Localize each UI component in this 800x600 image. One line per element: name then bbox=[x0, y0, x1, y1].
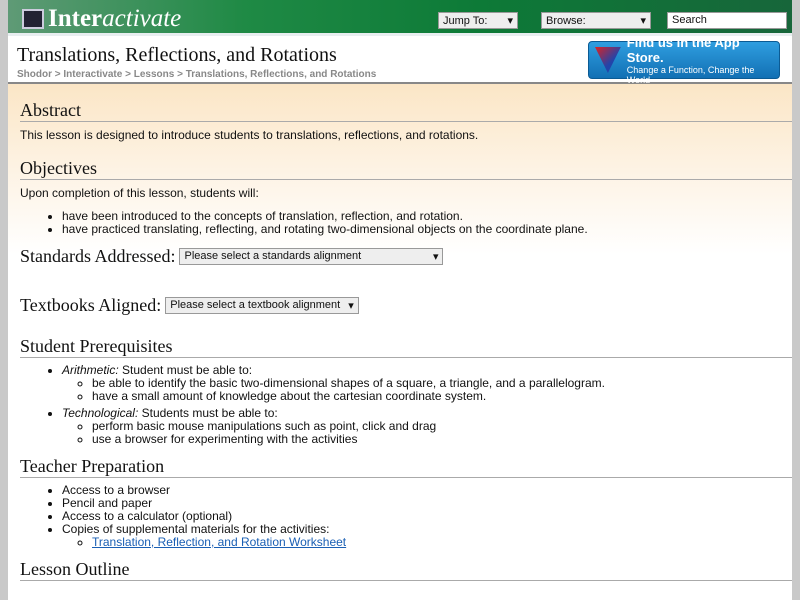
prereqs-heading: Student Prerequisites bbox=[20, 330, 792, 358]
objectives-list bbox=[62, 210, 792, 236]
browse-label: Browse: bbox=[546, 14, 586, 27]
standards-select-value: Please select a standards alignment bbox=[184, 250, 362, 262]
jump-to-label: Jump To: bbox=[443, 14, 488, 27]
list-item: ◦ use a browser for experimenting with the activities bbox=[92, 433, 792, 446]
app-store-line2: Change a Function, Change the World bbox=[626, 65, 755, 85]
breadcrumb-current: Translations, Reflections, and Rotations bbox=[185, 69, 377, 80]
list-item: • Access to a browser bbox=[62, 484, 792, 497]
top-bar bbox=[8, 0, 792, 36]
list-item bbox=[62, 523, 792, 549]
list-item: ◦ perform basic mouse manipulations such as point, click and drag bbox=[92, 420, 792, 433]
list-item: • Access to a calculator (optional) bbox=[62, 510, 792, 523]
abstract-text: This lesson is designed to introduce students to translations, reflections, and rotations. bbox=[20, 128, 479, 142]
list-item: • Pencil and paper bbox=[62, 497, 792, 510]
list-item bbox=[92, 536, 792, 549]
materials-text: Copies of supplemental materials for the activities: bbox=[62, 522, 330, 536]
tech-text: Students must be able to: bbox=[138, 406, 278, 420]
standards-section bbox=[20, 240, 792, 267]
teacher-list bbox=[62, 484, 792, 549]
chevron-down-icon: ▾ bbox=[507, 15, 513, 27]
breadcrumb-lessons[interactable]: Lessons bbox=[133, 69, 175, 80]
textbooks-select-value: Please select a textbook alignment bbox=[170, 299, 341, 311]
objectives-heading: Objectives bbox=[20, 152, 792, 180]
search-input[interactable]: Search bbox=[667, 12, 787, 29]
logo-italic: activate bbox=[102, 5, 182, 32]
logo-bold: Inter bbox=[48, 5, 103, 32]
list-item: • have been introduced to the concepts of translation, reflection, and rotation. bbox=[62, 210, 792, 223]
breadcrumb-interactivate[interactable]: Interactivate bbox=[63, 69, 123, 80]
list-item bbox=[62, 407, 792, 446]
abstract-heading: Abstract bbox=[20, 84, 792, 122]
app-logo-icon bbox=[595, 47, 621, 73]
logo-icon bbox=[22, 9, 44, 29]
chevron-down-icon: ▾ bbox=[348, 300, 354, 312]
standards-select[interactable] bbox=[179, 248, 443, 265]
browse-select[interactable] bbox=[541, 12, 651, 29]
breadcrumb: Shodor > Interactivate > Lessons > Translations, Reflections, and Rotations bbox=[17, 69, 377, 80]
arith-label: Arithmetic: bbox=[62, 363, 119, 377]
chevron-down-icon: ▾ bbox=[432, 251, 439, 263]
breadcrumb-shodor[interactable]: Shodor bbox=[17, 69, 52, 80]
interactivate-logo[interactable] bbox=[22, 5, 181, 33]
app-store-banner[interactable] bbox=[588, 35, 780, 85]
prereqs-list bbox=[62, 364, 792, 446]
textbooks-select[interactable] bbox=[165, 297, 359, 314]
arith-text: Student must be able to: bbox=[118, 363, 253, 377]
title-bar bbox=[8, 36, 792, 84]
jump-to-select[interactable] bbox=[438, 12, 518, 29]
page-title: Translations, Reflections, and Rotations bbox=[17, 44, 337, 66]
objectives-intro: Upon completion of this lesson, students will: bbox=[20, 186, 259, 200]
textbooks-section bbox=[20, 289, 792, 316]
tech-label: Technological: bbox=[62, 406, 139, 420]
app-store-line1: Find us in the App Store. bbox=[626, 35, 740, 65]
list-item bbox=[62, 364, 792, 403]
list-item: ◦ be able to identify the basic two-dimensional shapes of a square, a triangle, and a parallelogram. bbox=[92, 377, 792, 390]
chevron-down-icon: ▾ bbox=[640, 15, 646, 27]
teacher-heading: Teacher Preparation bbox=[20, 450, 792, 478]
standards-heading: Standards Addressed: bbox=[20, 246, 176, 266]
outline-heading: Lesson Outline bbox=[20, 553, 792, 581]
list-item: • have practiced translating, reflecting, and rotating two-dimensional objects on the coordinate plane. bbox=[62, 223, 792, 236]
textbooks-heading: Textbooks Aligned: bbox=[20, 295, 162, 315]
main-content bbox=[8, 84, 792, 598]
worksheet-link[interactable]: Translation, Reflection, and Rotation Worksheet bbox=[92, 535, 347, 549]
list-item: ◦ have a small amount of knowledge about the cartesian coordinate system. bbox=[92, 390, 792, 403]
